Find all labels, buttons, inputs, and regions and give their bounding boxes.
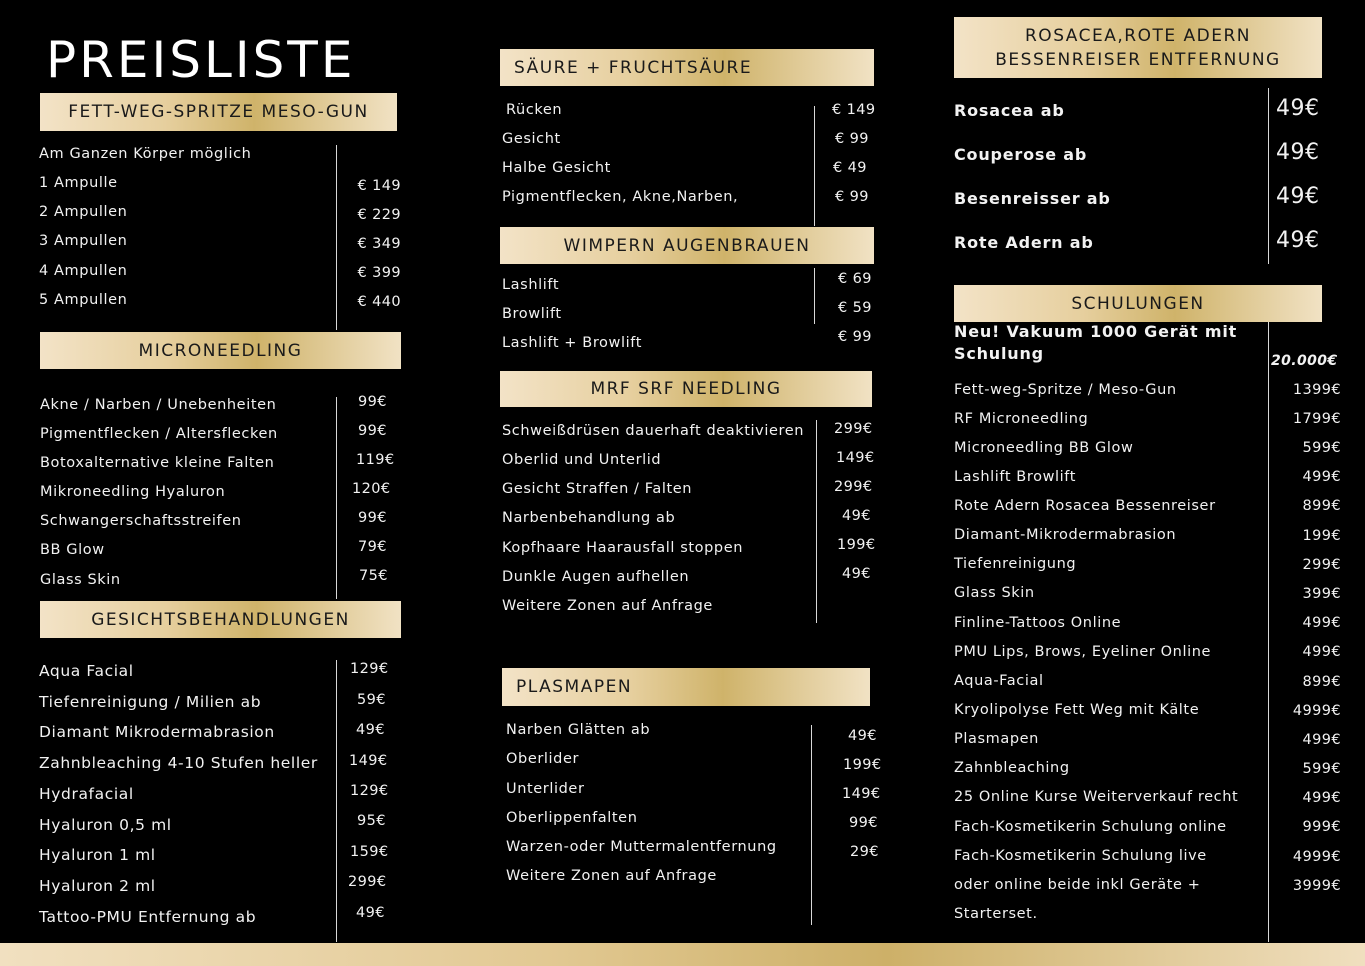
item-price: 49€ — [842, 508, 871, 524]
item-price: 129€ — [350, 783, 389, 799]
item-price: 499€ — [1302, 615, 1341, 631]
divider-line — [336, 145, 337, 330]
list-item: Narben Glätten ab — [506, 722, 651, 738]
section-heading-wimpern: WIMPERN AUGENBRAUEN — [500, 227, 874, 264]
section-heading-mrf: MRF SRF NEEDLING — [500, 371, 872, 407]
item-price: 149€ — [836, 450, 875, 466]
item-price: € 440 — [357, 294, 401, 310]
item-price: 199€ — [837, 537, 876, 553]
section-heading-gesicht: GESICHTSBEHANDLUNGEN — [40, 601, 401, 638]
list-item: Oberlider — [506, 751, 580, 767]
item-price: € 99 — [838, 329, 872, 345]
item-price: 899€ — [1302, 674, 1341, 690]
item-price: 95€ — [357, 813, 386, 829]
list-item: Rücken — [506, 102, 563, 118]
item-price: € 149 — [832, 102, 876, 118]
item-price: 49€ — [356, 722, 385, 738]
item-price: 99€ — [358, 394, 387, 410]
list-item: Glass Skin — [40, 572, 121, 588]
list-item: Gesicht Straffen / Falten — [502, 481, 693, 497]
list-item: Diamant Mikrodermabrasion — [39, 723, 275, 741]
list-item: Kopfhaare Haarausfall stoppen — [502, 540, 744, 556]
list-item: 5 Ampullen — [39, 292, 128, 308]
plasma-note: Weitere Zonen auf Anfrage — [506, 868, 717, 884]
item-price: 119€ — [356, 452, 395, 468]
item-price: 49€ — [356, 905, 385, 921]
item-price: 499€ — [1302, 732, 1341, 748]
item-price: 120€ — [352, 481, 391, 497]
item-price: 149€ — [842, 786, 881, 802]
list-item: Mikroneedling Hyaluron — [40, 484, 226, 500]
list-item: Finline-Tattoos Online — [954, 615, 1122, 631]
list-item: Schwangerschaftsstreifen — [40, 513, 242, 529]
list-item: Oberlid und Unterlid — [502, 452, 662, 468]
item-price: 75€ — [359, 568, 388, 584]
list-item: Akne / Narben / Unebenheiten — [40, 397, 277, 413]
item-price: 159€ — [350, 844, 389, 860]
list-item: Tattoo-PMU Entfernung ab — [39, 908, 257, 926]
item-price: 99€ — [358, 423, 387, 439]
divider-line — [336, 397, 337, 599]
item-price: € 59 — [838, 300, 872, 316]
list-item: Schweißdrüsen dauerhaft deaktivieren — [502, 423, 805, 439]
item-price: € 69 — [838, 271, 872, 287]
item-price: 199€ — [843, 757, 882, 773]
item-price: 299€ — [1302, 557, 1341, 573]
item-price: 999€ — [1302, 819, 1341, 835]
list-item: RF Microneedling — [954, 411, 1089, 427]
list-item: oder online beide inkl Geräte + — [954, 877, 1201, 893]
list-item: Fett-weg-Spritze / Meso-Gun — [954, 382, 1177, 398]
divider-line — [1268, 88, 1269, 264]
list-item: Glass Skin — [954, 585, 1035, 601]
item-price: 299€ — [348, 874, 387, 890]
section-heading-micro: MICRONEEDLING — [40, 332, 401, 369]
list-item: Rosacea ab — [954, 101, 1065, 120]
divider-line — [814, 268, 815, 324]
section-heading-meso: FETT-WEG-SPRITZE MESO-GUN — [40, 93, 397, 131]
item-price: 499€ — [1302, 644, 1341, 660]
item-price: 299€ — [834, 421, 873, 437]
list-item: Lashlift + Browlift — [502, 335, 642, 351]
list-item: Hyaluron 2 ml — [39, 877, 156, 895]
list-item: Zahnbleaching — [954, 760, 1070, 776]
featured-item-line: Neu! Vakuum 1000 Gerät mit — [954, 322, 1238, 341]
item-price: 49€ — [1276, 96, 1320, 121]
list-item: Warzen-oder Muttermalentfernung — [506, 839, 777, 855]
item-price: € 99 — [835, 131, 869, 147]
list-item-continuation: Starterset. — [954, 906, 1038, 922]
section-heading-schulungen: SCHULUNGEN — [954, 285, 1322, 322]
heading-line: BESSENREISER ENTFERNUNG — [995, 49, 1281, 70]
list-item: Fach-Kosmetikerin Schulung online — [954, 819, 1227, 835]
item-price: 99€ — [358, 510, 387, 526]
item-price: 59€ — [357, 692, 386, 708]
item-price: 1399€ — [1292, 382, 1341, 398]
item-price: € 399 — [357, 265, 401, 281]
item-price: 199€ — [1302, 528, 1341, 544]
divider-line — [1268, 322, 1269, 942]
item-price: 599€ — [1302, 761, 1341, 777]
footer-band — [0, 943, 1365, 966]
item-price: 149€ — [349, 753, 388, 769]
list-item: Browlift — [502, 306, 562, 322]
list-item: Microneedling BB Glow — [954, 440, 1134, 456]
item-price: 399€ — [1302, 586, 1341, 602]
list-item: Diamant-Mikrodermabrasion — [954, 527, 1177, 543]
item-price: 79€ — [358, 539, 387, 555]
item-price: 49€ — [1276, 184, 1320, 209]
list-item: Botoxalternative kleine Falten — [40, 455, 275, 471]
list-item: 1 Ampulle — [39, 175, 118, 191]
divider-line — [336, 660, 337, 942]
list-item: Oberlippenfalten — [506, 810, 638, 826]
list-item: 4 Ampullen — [39, 263, 128, 279]
list-item: Lashlift Browlift — [954, 469, 1077, 485]
list-item: Pigmentflecken / Altersflecken — [40, 426, 278, 442]
item-price: 29€ — [850, 844, 879, 860]
item-price: 4999€ — [1292, 849, 1341, 865]
list-item: Aqua-Facial — [954, 673, 1044, 689]
list-item: Plasmapen — [954, 731, 1039, 747]
list-item: Tiefenreinigung — [954, 556, 1077, 572]
item-price: 499€ — [1302, 469, 1341, 485]
divider-line — [811, 725, 812, 925]
item-price: 499€ — [1302, 790, 1341, 806]
mrf-note: Weitere Zonen auf Anfrage — [502, 598, 713, 614]
list-item: Unterlider — [506, 781, 585, 797]
list-item: Dunkle Augen aufhellen — [502, 569, 690, 585]
list-item: Lashlift — [502, 277, 560, 293]
divider-line — [816, 420, 817, 623]
list-item: Fach-Kosmetikerin Schulung live — [954, 848, 1207, 864]
list-item: Hyaluron 0,5 ml — [39, 816, 172, 834]
divider-line — [814, 106, 815, 226]
list-item: Aqua Facial — [39, 662, 134, 680]
list-item: Narbenbehandlung ab — [502, 510, 676, 526]
page-title: PREISLISTE — [46, 31, 356, 89]
item-price: 129€ — [350, 661, 389, 677]
heading-line: ROSACEA,ROTE ADERN — [1025, 25, 1251, 46]
item-price: € 149 — [357, 178, 401, 194]
item-price: 599€ — [1302, 440, 1341, 456]
item-price: € 349 — [357, 236, 401, 252]
item-price: 3999€ — [1292, 878, 1341, 894]
list-item: BB Glow — [40, 542, 105, 558]
featured-item-line: Schulung — [954, 344, 1044, 363]
item-price: 4999€ — [1292, 703, 1341, 719]
item-price: 49€ — [842, 566, 871, 582]
list-item: Rote Adern Rosacea Bessenreiser — [954, 498, 1216, 514]
section-heading-rosacea — [954, 17, 1322, 78]
list-item: Zahnbleaching 4-10 Stufen heller — [39, 754, 318, 772]
list-item: 2 Ampullen — [39, 204, 128, 220]
list-item: Hyaluron 1 ml — [39, 846, 156, 864]
section-heading-saeure: SÄURE + FRUCHTSÄURE — [500, 49, 874, 86]
item-price: € 229 — [357, 207, 401, 223]
item-price: 899€ — [1302, 498, 1341, 514]
list-item: Couperose ab — [954, 145, 1088, 164]
item-price: 49€ — [848, 728, 877, 744]
item-price: 1799€ — [1292, 411, 1341, 427]
list-item: 3 Ampullen — [39, 233, 128, 249]
featured-price: 20.000€ — [1271, 353, 1338, 369]
list-item: Besenreisser ab — [954, 189, 1111, 208]
item-price: 49€ — [1276, 140, 1320, 165]
list-item: Tiefenreinigung / Milien ab — [39, 693, 262, 711]
meso-intro: Am Ganzen Körper möglich — [39, 146, 252, 162]
item-price: 299€ — [834, 479, 873, 495]
list-item: 25 Online Kurse Weiterverkauf recht — [954, 789, 1239, 805]
list-item: Pigmentflecken, Akne,Narben, — [502, 189, 739, 205]
item-price: 99€ — [849, 815, 878, 831]
item-price: € 99 — [835, 189, 869, 205]
list-item: Halbe Gesicht — [502, 160, 611, 176]
item-price: 49€ — [1276, 228, 1320, 253]
list-item: PMU Lips, Brows, Eyeliner Online — [954, 644, 1212, 660]
list-item: Rote Adern ab — [954, 233, 1094, 252]
list-item: Hydrafacial — [39, 785, 134, 803]
section-heading-plasma: PLASMAPEN — [502, 668, 870, 706]
item-price: € 49 — [833, 160, 867, 176]
list-item: Gesicht — [502, 131, 561, 147]
list-item: Kryolipolyse Fett Weg mit Kälte — [954, 702, 1200, 718]
